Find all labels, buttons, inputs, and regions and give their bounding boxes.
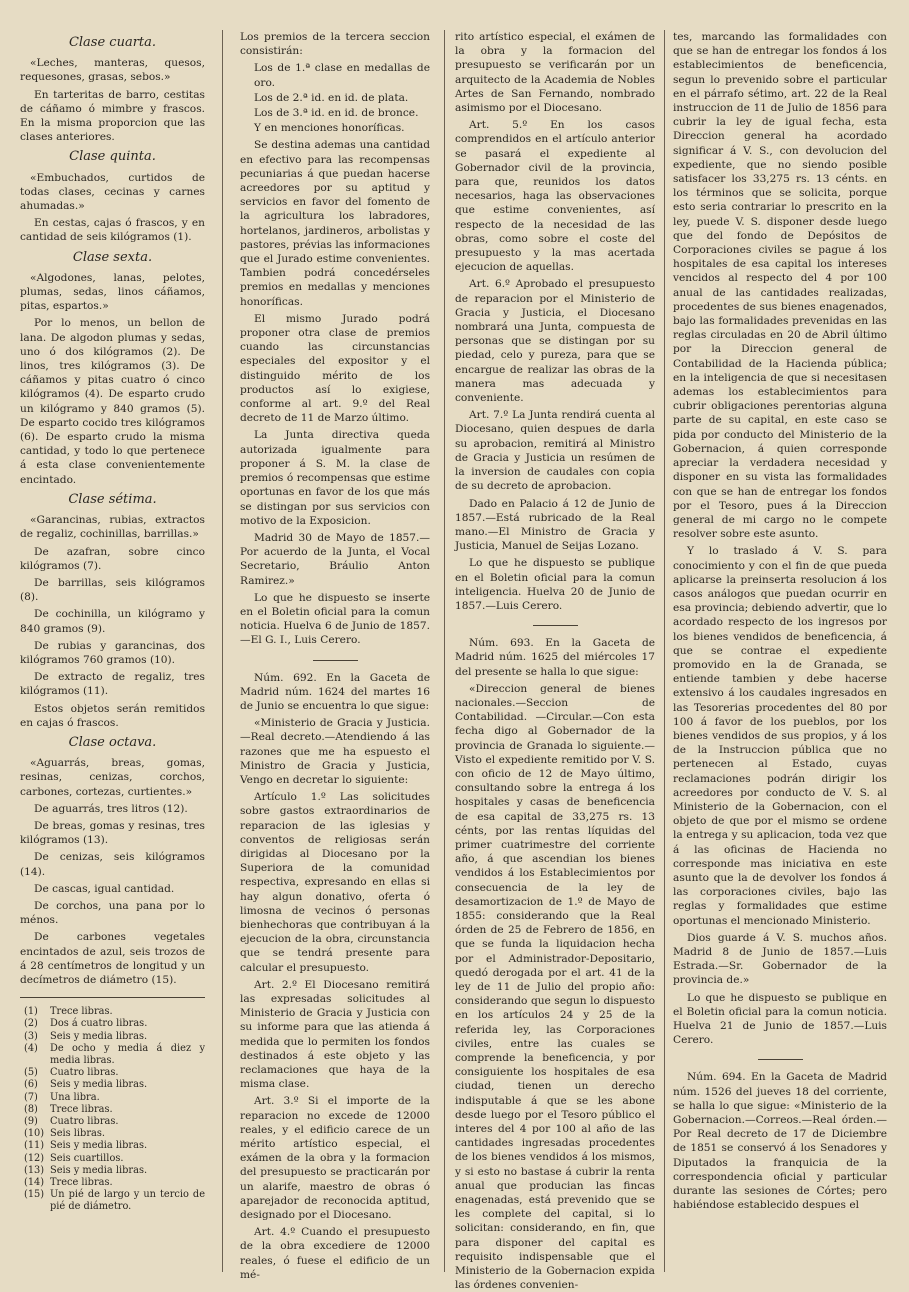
paragraph: De rubias y garancinas, dos kilógramos 760 gramos (10). bbox=[20, 639, 205, 666]
paragraph: Madrid 30 de Mayo de 1857.—Por acuerdo de la Junta, el Vocal Secretario, Bráulio Anton Ramirez.» bbox=[240, 531, 430, 587]
class-heading: Clase octava. bbox=[68, 734, 157, 750]
paragraph: Los premios de la tercera seccion consistirán: bbox=[240, 31, 430, 58]
footnote-number: (4) bbox=[24, 1042, 38, 1054]
footnote-number: (13) bbox=[24, 1164, 45, 1176]
footnote bbox=[20, 1067, 205, 1079]
column-rule bbox=[664, 30, 665, 1272]
column-1 bbox=[20, 30, 205, 1272]
paragraph: De carbones vegetales encintados de azul, seis trozos de á 28 centímetros de longitud y un decímetros de diámetro (15). bbox=[20, 931, 205, 986]
paragraph: La Junta directiva queda autorizada igualmente para proponer á S. M. la clase de premios ó recompensas que estime oportunas en favor de los que más se distingan por sus servicios con motivo de la Exposicion. bbox=[240, 429, 430, 527]
footnote bbox=[20, 1177, 205, 1189]
prize-row bbox=[240, 61, 430, 89]
paragraph: En tarteritas de barro, cestitas de cáñamo ó mimbre y frascos. En la misma proporcion que las clases anteriores. bbox=[20, 88, 205, 144]
footnote bbox=[20, 1018, 205, 1030]
footnote bbox=[20, 1079, 205, 1091]
paragraph: Artículo 1.º Las solicitudes sobre gastos extraordinarios de reparacion de las iglesias y conventos de religiosas serán dirigidas al Diocesano por la Superiora de la comunidad respectiva, expresando en ellas si hay algun donativo, oferta ó limosna de vecinos ó personas bienhechoras que contribuyan á la ejecucion de la obra, circunstancia que se tendrá presente para calcular el presupuesto. bbox=[240, 791, 430, 974]
column-1-body bbox=[20, 36, 205, 987]
paragraph: Y lo traslado á V. S. para conocimiento y con el fin de que pueda aplicarse la preinserta resolucion á los casos análogos que puedan ocurrir en esa provincia; debiendo advertir, que lo acordado respecto de los ingresos por los bienes vendidos de beneficencia, á que se contrae el expediente promovido en la de Granada, se entiende tambien y debe hacerse extensivo á los caudales ingresados en las Tesorerias procedentes del 80 por 100 á favor de los pueblos, por los bienes vendidos de sus propios, y á los de la Instruccion pública que no pertenecen al Estado, cuyas reclamaciones podrán dirigir los acreedores por conducto de V. S. al Ministerio de la Gobernacion, con el objeto de que por el mismo se ordene la entrega y su aplicacion, toda vez que á las oficinas de Hacienda no corresponde mas iniciativa en este asunto que la de devolver los fondos á las corporaciones civiles, bajo las reglas y formalidades que estime oportunas el mencionado Ministerio. bbox=[673, 545, 887, 927]
paragraph: Dado en Palacio á 12 de Junio de 1857.—Está rubricado de la Real mano.—El Ministro de Gracia y Justicia, Manuel de Seijas Lozano. bbox=[455, 497, 655, 553]
class-items: «Algodones, lanas, pelotes, plumas, sedas, linos cáñamos, pitas, espartos.» bbox=[20, 271, 205, 313]
footnote-text: De ocho y media á diez y media libras. bbox=[50, 1042, 205, 1066]
paragraph: De aguarrás, tres litros (12). bbox=[34, 802, 188, 815]
paragraph: De azafran, sobre cinco kilógramos (7). bbox=[20, 545, 205, 572]
footnote bbox=[20, 1104, 205, 1116]
footnote bbox=[20, 1092, 205, 1104]
footnote-number: (14) bbox=[24, 1177, 45, 1189]
paragraph: De barrillas, seis kilógramos (8). bbox=[20, 576, 205, 604]
class-items: «Aguarrás, breas, gomas, resinas, cenizas, corchos, carbones, cortezas, curtientes.» bbox=[20, 757, 205, 798]
paragraph: Lo que he dispuesto se publique en el Boletin oficial para la comun inteligencia. Huelva 20 de Junio de 1857.—Luis Cerero. bbox=[455, 557, 655, 612]
footnote bbox=[20, 1189, 205, 1213]
footnote bbox=[20, 1128, 205, 1140]
prize-line: Los de 1.ª clase en medallas de oro. bbox=[254, 62, 430, 89]
paragraph: Estos objetos serán remitidos en cajas ó frascos. bbox=[20, 702, 205, 729]
footnote-text: Seis cuartillos. bbox=[50, 1152, 124, 1164]
section-separator bbox=[533, 625, 578, 626]
column-rule bbox=[444, 30, 445, 1272]
paragraph: Art. 4.º Cuando el presupuesto de la obra excediere de 12000 reales, ó fuese el edificio de un mé- bbox=[240, 1226, 430, 1281]
paragraph: Núm. 694. En la Gaceta de Madrid núm. 1526 del jueves 18 del corriente, se halla lo que sigue: «Ministerio de la Gobernacion.—Correos.—Real órden.—Por Real decreto de 17 de Diciembre de 1851 se conservó á los Senadores y Diputados la franquicia de la correspondencia oficial y particular durante las sesiones de Córtes; pero habiéndose establecido despues el bbox=[673, 1071, 887, 1212]
paragraph: De cenizas, seis kilógramos (14). bbox=[20, 851, 205, 878]
paragraph: De cochinilla, un kilógramo y 840 gramos (9). bbox=[20, 608, 205, 635]
footnote-text: Seis libras. bbox=[50, 1128, 105, 1140]
footnote-text: Un pié de largo y un tercio de pié de diámetro. bbox=[50, 1189, 205, 1213]
footnote-text: Trece libras. bbox=[50, 1103, 113, 1115]
paragraph: De extracto de regaliz, tres kilógramos (11). bbox=[20, 671, 205, 698]
footnote-text: Una libra. bbox=[50, 1091, 100, 1103]
class-items: «Garancinas, rubias, extractos de regaliz, cochinillas, barrillas.» bbox=[20, 514, 205, 541]
footnote-text: Seis y media libras. bbox=[50, 1164, 148, 1176]
footnote-number: (9) bbox=[24, 1116, 38, 1128]
paragraph: Por lo menos, un bellon de lana. De algodon plumas y sedas, uno ó dos kilógramos (2). De linos, tres kilógramos (3). De cáñamos y pitas cuatro ó cinco kilógramos (4). De esparto crudo un kilógramo y 840 gramos (5). De esparto cocido tres kilógramos (6). De esparto crudo la misma cantidad, y todo lo que pertenece á esta clase convenientemente encintado. bbox=[20, 317, 205, 486]
footnote-number: (8) bbox=[24, 1103, 38, 1115]
column-rule bbox=[222, 30, 223, 1272]
column-2 bbox=[240, 30, 430, 1281]
paragraph: Y en menciones honoríficas. bbox=[254, 122, 405, 135]
footnote-number: (10) bbox=[24, 1128, 45, 1140]
paragraph: Dios guarde á V. S. muchos años. Madrid 8 de Junio de 1857.—Luis Estrada.—Sr. Gobernador de la provincia de.» bbox=[673, 931, 887, 987]
section-separator bbox=[313, 660, 358, 661]
paragraph: El mismo Jurado podrá proponer otra clase de premios cuando las circunstancias especiales del expositor y el distinguido mérito de los productos así lo exigiese, conforme al art. 9.º del Real decreto de 11 de Marzo último. bbox=[240, 312, 430, 425]
class-heading: Clase sexta. bbox=[72, 249, 153, 265]
footnote bbox=[20, 1165, 205, 1177]
paragraph: Lo que he dispuesto se publique en el Boletin oficial para la comun noticia. Huelva 21 de Junio de 1857.—Luis Cerero. bbox=[673, 991, 887, 1047]
footnote-number: (11) bbox=[24, 1140, 45, 1152]
paragraph: Art. 7.º La Junta rendirá cuenta al Diocesano, quien despues de darla su aprobacion, remitirá al Ministro de Gracia y Justicia un resúmen de la inversion de caudales con copia de su decreto de aprobacion. bbox=[455, 409, 655, 493]
footnote-separator bbox=[20, 997, 205, 998]
footnote-number: (2) bbox=[24, 1018, 38, 1030]
column-4 bbox=[673, 30, 887, 1272]
paragraph: Art. 2.º El Diocesano remitirá las expresadas solicitudes al Ministerio de Gracia y Justicia con su informe para que las atienda á medida que lo permiten los fondos destinados á este objeto y las reclamaciones que haya de la misma clase. bbox=[240, 978, 430, 1091]
footnote bbox=[20, 1116, 205, 1128]
footnote-text: Seis y media libras. bbox=[50, 1079, 148, 1091]
prize-line: Los de 3.ª id. en id. de bronce. bbox=[254, 107, 419, 120]
paragraph: Lo que he dispuesto se inserte en el Boletin oficial para la comun noticia. Huelva 6 de Junio de 1857. —El G. I., Luis Cerero. bbox=[240, 591, 430, 647]
footnote-text: Dos á cuatro libras. bbox=[50, 1018, 148, 1030]
footnote bbox=[20, 1031, 205, 1043]
footnote-text: Trece libras. bbox=[50, 1177, 113, 1189]
paragraph: Art. 3.º Si el importe de la reparacion no excede de 12000 reales, y el edificio carece de un mérito artístico especial, el exámen de la obra y la formacion del presupuesto se practicarán por un alarife, maestro de obras ó aparejador de reconocida aptitud, designado por el Diocesano. bbox=[240, 1095, 430, 1222]
paragraph: tes, marcando las formalidades con que se han de entregar los fondos á los establecimientos de beneficencia, segun lo prevenido sobre el particular en el párrafo sétimo, art. 22 de la Real instruccion de 11 de Julio de 1856 para cubrir la ley de igual fecha, esta Direccion general ha acordado significar á V. S., con devolucion del expediente, que no siendo posible satisfacer los 33,275 rs. 13 cénts. en los términos que se solicita, porque esto seria contrariar lo prescrito en la ley, puede V. S. disponer desde luego que del fondo de Depósitos de Corporaciones civiles se pague á los hospitales de esa capital los intereses vencidos al respecto del 4 por 100 anual de las cantidades realizadas, procedentes de sus bienes enagenados, bajo las formalidades prevenidas en las reglas circuladas en 20 de Abril último por la Direccion general de Contabilidad de la Hacienda pública; en la inteligencia de que si necesitasen ademas los establecimientos para cubrir obligaciones perentorias alguna parte de su capital, en este caso se pida por conducto del Ministerio de la Gobernacion, á quien corresponde apreciar la verdadera necesidad y disponer en su vista las formalidades con que se han de entregar los fondos por el Tesoro, pues á la Direccion general de mi cargo no le compete resolver sobre este asunto. bbox=[673, 31, 887, 541]
class-heading: Clase quinta. bbox=[69, 149, 156, 165]
footnote bbox=[20, 1006, 205, 1018]
class-heading: Clase cuarta. bbox=[68, 35, 157, 50]
footnote-text: Seis y media libras. bbox=[50, 1140, 148, 1152]
section-separator bbox=[758, 1059, 803, 1060]
paragraph: En cestas, cajas ó frascos, y en cantidad de seis kilógramos (1). bbox=[20, 217, 205, 244]
prize-row bbox=[240, 91, 430, 105]
paragraph: «Ministerio de Gracia y Justicia. —Real decreto.—Atendiendo á las razones que me ha espuesto el Ministro de Gracia y Justicia, Vengo en decretar lo siguiente: bbox=[240, 717, 430, 786]
paragraph: Art. 6.º Aprobado el presupuesto de reparacion por el Ministerio de Gracia y Justicia, el Diocesano nombrará una Junta, compuesta de personas que se distingan por su piedad, celo y pureza, para que se encargue de realizar las obras de la manera mas adecuada y conveniente. bbox=[455, 278, 655, 405]
paragraph: De corchos, una pana por lo ménos. bbox=[20, 899, 205, 927]
footnote-number: (1) bbox=[24, 1006, 38, 1018]
paragraph: rito artístico especial, el exámen de la obra y la formacion del presupuesto se verificarán por un arquitecto de la Academia de Nobles Artes de San Fernando, nombrado asimismo por el Diocesano. bbox=[455, 31, 655, 115]
footnote-number: (7) bbox=[24, 1091, 38, 1103]
footnote-text: Cuatro libras. bbox=[50, 1116, 119, 1128]
class-items: «Embuchados, curtidos de todas clases, cecinas y carnes ahumadas.» bbox=[20, 171, 205, 213]
footnote-number: (15) bbox=[24, 1189, 45, 1201]
paragraph: Núm. 693. En la Gaceta de Madrid núm. 1625 del miércoles 17 del presente se halla lo que sigue: bbox=[455, 637, 655, 678]
footnote bbox=[20, 1153, 205, 1165]
footnote-number: (5) bbox=[24, 1067, 38, 1079]
paragraph: «Direccion general de bienes nacionales.—Seccion de Contabilidad. —Circular.—Con esta fecha digo al Gobernador de la provincia de Granada lo siguiente.—Visto el expediente remitido por V. S. con oficio de 12 de Mayo último, consultando sobre la entrega á los hospitales y casas de beneficencia de esa capital de 33,275 rs. 13 cénts, por las rentas líquidas del primer cuatrimestre del corriente año, á que ascendian los bienes vendidos á los Establecimientos por consecuencia de la ley de desamortizacion de 1.º de Mayo de 1855: considerando que la Real órden de 25 de Febrero de 1856, en que se funda la liquidacion hecha por el Administrador-Depositario, quedó derogada por el art. 41 de la ley de 11 de Julio del propio año: considerando que segun lo dispuesto en los artículos 24 y 25 de la referida ley, las Corporaciones civiles, entre las cuales se comprende la beneficencia, y por consiguiente los hospitales de esa ciudad, tienen un derecho indisputable á que se les abone desde luego por el Tesoro público el interes del 4 por 100 al año de las cantidades ingresadas procedentes de los bienes vendidos á los mismos, y si esto no bastase á cubrir la renta anual que producian las fincas enagenadas, está prevenido que se les complete del capital, si lo solicitan: considerando, en fin, que para disponer del capital es requisito indispensable que el Ministerio de la Gobernacion expida las órdenes convenien- bbox=[455, 682, 655, 1292]
prize-row bbox=[240, 106, 430, 120]
paragraph: De breas, gomas y resinas, tres kilógramos (13). bbox=[20, 819, 205, 847]
class-items: «Leches, manteras, quesos, requesones, grasas, sebos.» bbox=[20, 57, 205, 84]
footnote-number: (6) bbox=[24, 1079, 38, 1091]
footnote-text: Cuatro libras. bbox=[50, 1067, 119, 1079]
paragraph: Se destina ademas una cantidad en efectivo para las recompensas pecuniarias á que puedan hacerse acreedores por su aptitud y servicios en favor del fomento de la agricultura los labradores, hortelanos, jardineros, arbolistas y pastores, prévias las informaciones que el Jurado estime convenientes. Tambien podrá concedérseles premios en medallas y menciones honoríficas. bbox=[240, 139, 430, 308]
class-heading: Clase sétima. bbox=[68, 491, 157, 507]
footnote-text: Seis y media libras. bbox=[50, 1030, 148, 1042]
footnote-number: (3) bbox=[24, 1030, 38, 1042]
paragraph: Núm. 692. En la Gaceta de Madrid núm. 1624 del martes 16 de Junio se encuentra lo que sigue: bbox=[240, 671, 430, 712]
footnote-text: Trece libras. bbox=[50, 1006, 113, 1018]
paragraph: Art. 5.º En los casos comprendidos en el artículo anterior se pasará el expediente al Gobernador civil de la provincia, para que, reunidos los datos necesarios, haga las observaciones que estime convenientes, así respecto de la necesidad de las obras, como sobre el coste del presupuesto y la mas acertada ejecucion de aquellas. bbox=[455, 119, 655, 274]
footnote bbox=[20, 1043, 205, 1067]
column-3 bbox=[455, 30, 655, 1292]
paragraph: De cascas, igual cantidad. bbox=[34, 882, 175, 895]
footnote-number: (12) bbox=[24, 1152, 45, 1164]
footnotes bbox=[20, 1006, 205, 1213]
footnote bbox=[20, 1140, 205, 1152]
prize-line: Los de 2.ª id. en id. de plata. bbox=[254, 91, 409, 104]
